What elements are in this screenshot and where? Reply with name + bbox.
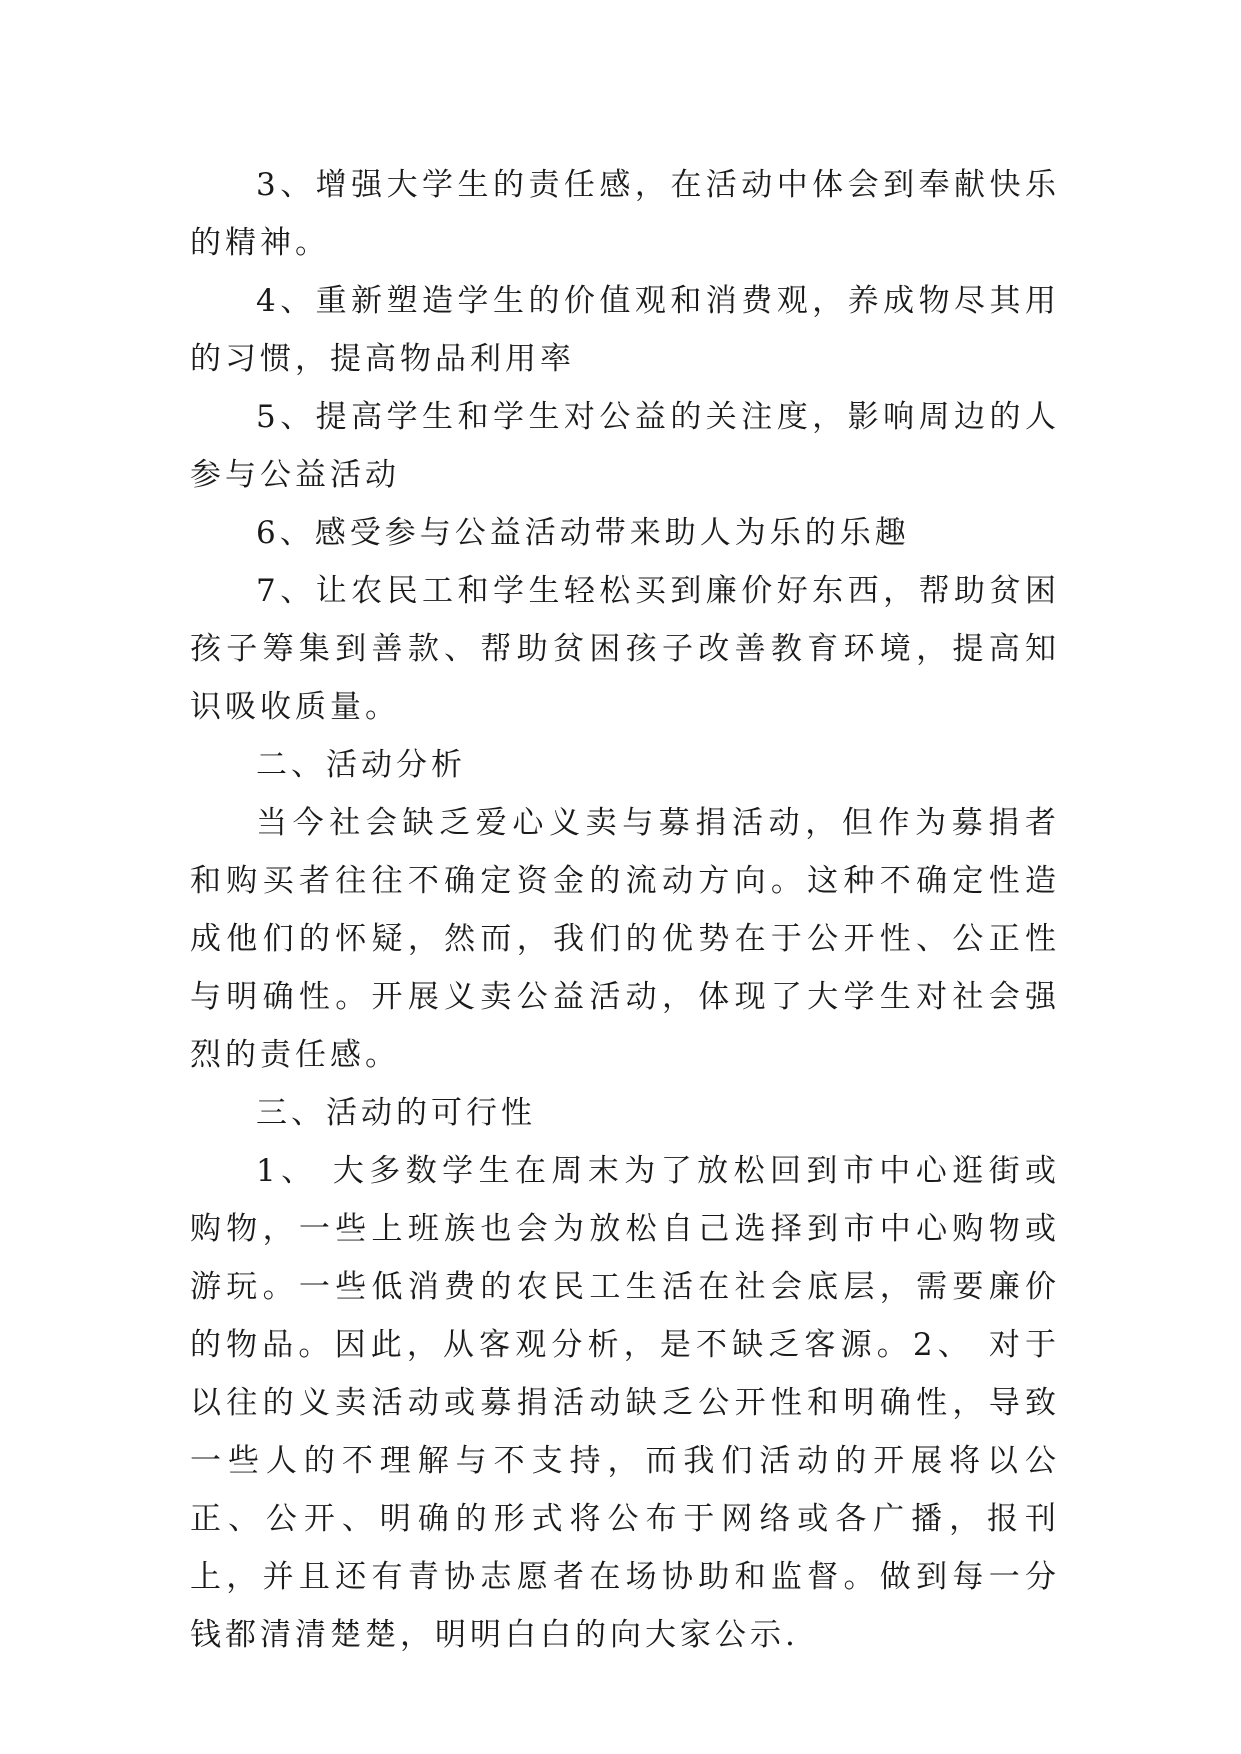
paragraph-goal-7: 7、让农民工和学生轻松买到廉价好东西，帮助贫困孩子筹集到善款、帮助贫困孩子改善教育环境，提高知识吸收质量。 (190, 573, 1060, 725)
section-heading-analysis: 二、活动分析 (256, 747, 466, 783)
paragraph-goal-3: 3、增强大学生的责任感，在活动中体会到奉献快乐的精神。 (190, 167, 1060, 261)
paragraph-feasibility: 1、 大多数学生在周末为了放松回到市中心逛街或购物，一些上班族也会为放松自己选择到市中心购物或游玩。一些低消费的农民工生活在社会底层，需要廉价的物品。因此，从客观分析，是不缺乏客源。2、 对于以往的义卖活动或募捐活动缺乏公开性和明确性，导致一些人的不理解与不支持，而我们活动的开展将以公正、公开、明确的形式将公布于网络或各广播，报刊上，并且还有青协志愿者在场协助和监督。做到每一分钱都清清楚楚，明明白白的向大家公示. (190, 1153, 1060, 1653)
paragraph-goal-5: 5、提高学生和学生对公益的关注度，影响周边的人参与公益活动 (190, 399, 1060, 493)
section-heading-feasibility: 三、活动的可行性 (256, 1095, 536, 1131)
paragraph-goal-4: 4、重新塑造学生的价值观和消费观，养成物尽其用的习惯，提高物品利用率 (190, 283, 1060, 377)
paragraph-goal-6: 6、感受参与公益活动带来助人为乐的乐趣 (256, 515, 910, 551)
document-body (190, 156, 1060, 1664)
paragraph-analysis: 当今社会缺乏爱心义卖与募捐活动，但作为募捐者和购买者往往不确定资金的流动方向。这种不确定性造成他们的怀疑，然而，我们的优势在于公开性、公正性与明确性。开展义卖公益活动，体现了大学生对社会强烈的责任感。 (190, 805, 1060, 1073)
